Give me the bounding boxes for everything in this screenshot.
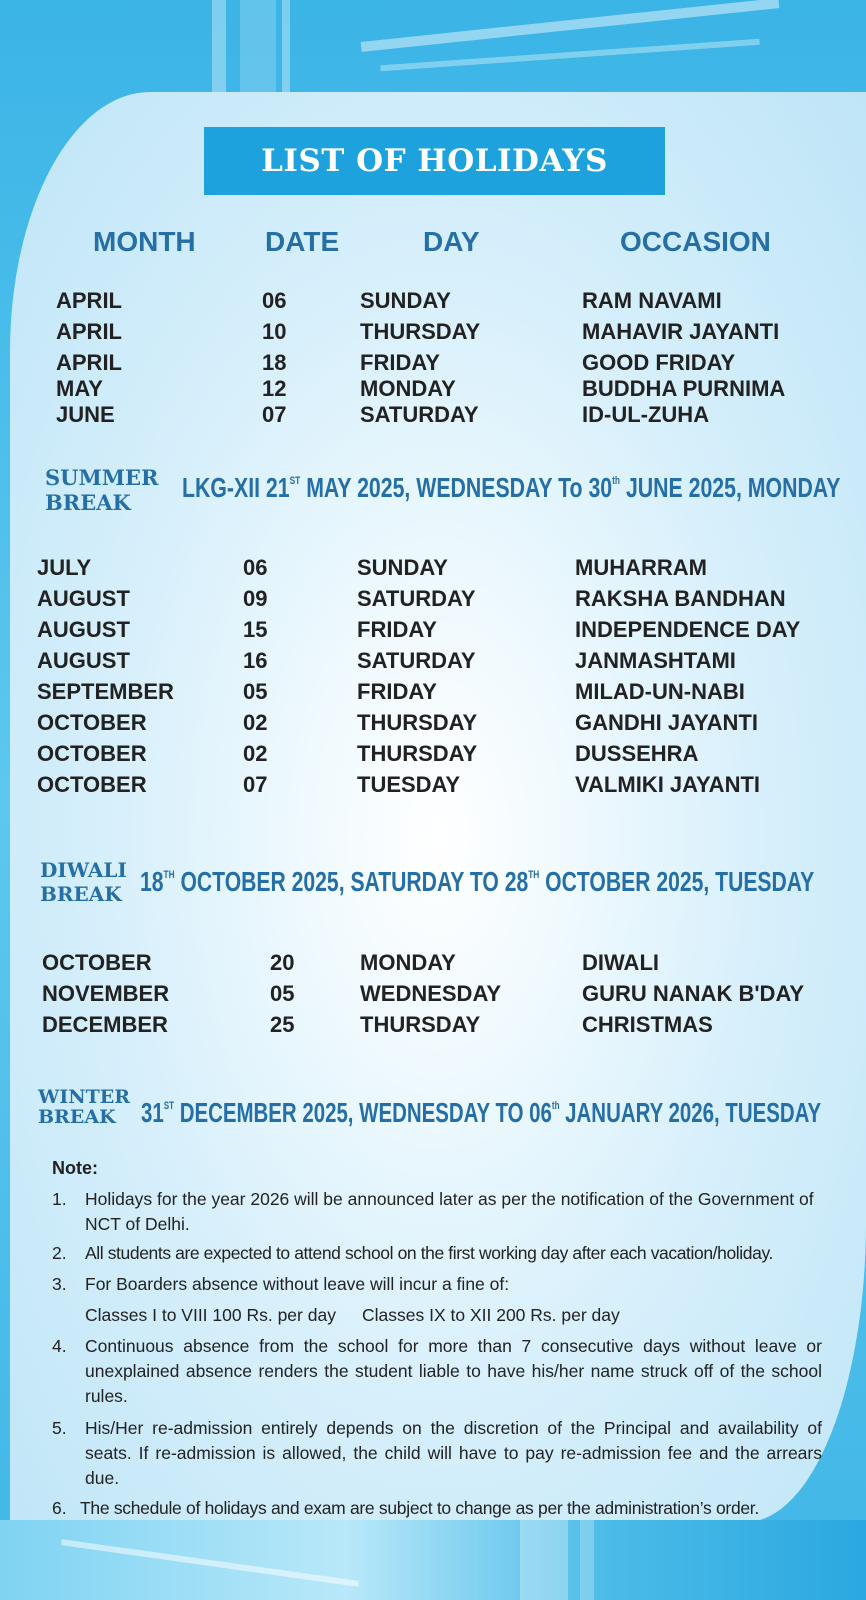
holiday-date: 25 [270,1012,295,1037]
holiday-row [0,586,866,614]
summer-break-label [45,465,158,515]
holiday-date: 07 [243,772,268,797]
note-fine-senior: Classes IX to XII 200 Rs. per day [362,1305,620,1325]
break-text-part: MAY 2025, WEDNESDAY To 30 [300,472,613,503]
holiday-day: SATURDAY [357,648,476,673]
holiday-date: 02 [243,710,268,735]
holiday-row [0,402,866,430]
break-label-line: BREAK [45,490,131,516]
note-text: His/Her re-admission entirely depends on the discretion of the Principal and availability of seats. If re-admission is allowed, the child will have to pay re-admission fee and the arrears due. [85,1418,822,1488]
holiday-date: 18 [262,350,287,375]
holiday-row [0,288,866,316]
break-text-sup: TH [163,869,175,881]
summer-break-dates [182,472,840,504]
break-text-part: LKG-XII 21 [182,472,290,503]
note-number: 4. [52,1336,67,1356]
header-month: MONTH [93,226,196,257]
holiday-date: 05 [270,981,295,1006]
holiday-month: OCTOBER [37,741,147,766]
page-title: LIST OF HOLIDAYS [261,143,608,179]
holiday-occasion: CHRISTMAS [582,1012,713,1037]
holiday-date: 09 [243,586,268,611]
holiday-occasion: ID-UL-ZUHA [582,402,710,427]
holiday-day: THURSDAY [357,710,478,735]
note-text: Continuous absence from the school for more than 7 consecutive days without leave or unexplained absence renders the student liable to have his/her name struck off of the school rules. [85,1336,822,1406]
break-text-part: 31 [141,1097,164,1128]
holiday-row [0,741,866,769]
holiday-occasion: GURU NANAK B'DAY [582,981,804,1006]
holiday-day: SATURDAY [357,586,476,611]
holiday-row [0,319,866,347]
holiday-day: MONDAY [360,950,456,975]
holiday-occasion: VALMIKI JAYANTI [575,772,761,797]
break-text-part: JUNE 2025, MONDAY [620,472,841,503]
decor-stripe [240,0,276,95]
holiday-occasion: MILAD-UN-NABI [575,679,745,704]
note-number: 1. [52,1189,67,1209]
holiday-date: 10 [262,319,287,344]
holiday-month: NOVEMBER [42,981,170,1006]
break-text-part: DECEMBER 2025, WEDNESDAY TO 06 [174,1097,552,1128]
note-number: 3. [52,1274,67,1294]
holiday-month: AUGUST [37,586,130,611]
break-label-line: WINTER [38,1086,131,1108]
decor-stripe [520,1520,568,1600]
break-label-line: BREAK [40,882,122,906]
break-label-line: BREAK [38,1105,116,1128]
holiday-occasion: DIWALI [582,950,659,975]
holiday-date: 06 [243,555,268,580]
holiday-day: TUESDAY [357,772,461,797]
holiday-day: THURSDAY [360,319,481,344]
note-fine-junior: Classes I to VIII 100 Rs. per day [85,1305,336,1325]
holiday-date: 06 [262,288,287,313]
decor-stripe [282,0,290,95]
holiday-month: APRIL [56,288,122,313]
holiday-month: SEPTEMBER [37,679,174,704]
winter-break-label [38,1088,130,1128]
break-text-sup: TH [528,869,540,881]
break-text-part: OCTOBER 2025, SATURDAY TO 28 [174,866,529,897]
break-text-part: 18 [140,866,164,897]
holiday-row [0,648,866,676]
bottom-band [0,1520,866,1600]
holiday-date: 16 [243,648,268,673]
holiday-month: JUNE [56,402,115,427]
holiday-occasion: GANDHI JAYANTI [575,710,758,735]
note-text: For Boarders absence without leave will incur a fine of: [85,1274,510,1294]
holiday-occasion: BUDDHA PURNIMA [582,376,786,401]
holiday-day: SUNDAY [360,288,451,313]
note-text: The schedule of holidays and exam are subject to change as per the administration’s order. [80,1498,759,1518]
header-occasion: OCCASION [620,226,771,257]
holiday-row [0,376,866,404]
holiday-occasion: MUHARRAM [575,555,707,580]
holiday-date: 20 [270,950,295,975]
holiday-day: THURSDAY [360,1012,481,1037]
break-text-part: JANUARY 2026, TUESDAY [559,1097,822,1128]
note-number: 5. [52,1418,67,1438]
holiday-month: OCTOBER [42,950,152,975]
winter-break-dates [141,1097,821,1129]
holiday-month: MAY [56,376,103,401]
note-text: Holidays for the year 2026 will be announced later as per the notification of the Government of NCT of Delhi. [85,1189,814,1234]
holiday-occasion: RAKSHA BANDHAN [575,586,786,611]
break-text-sup: ST [289,475,301,487]
note-number: 2. [52,1243,67,1263]
header-day: DAY [423,226,480,257]
holiday-day: FRIDAY [357,617,437,642]
holiday-row [0,617,866,645]
holiday-month: APRIL [56,350,122,375]
holiday-date: 05 [243,679,268,704]
holiday-occasion: INDEPENDENCE DAY [575,617,801,642]
holiday-date: 02 [243,741,268,766]
break-label-line: SUMMER [45,465,159,490]
holiday-occasion: GOOD FRIDAY [582,350,736,375]
holiday-month: OCTOBER [37,772,147,797]
holiday-row [0,772,866,800]
holiday-day: THURSDAY [357,741,478,766]
holiday-date: 12 [262,376,287,401]
decor-stripe [61,1539,359,1587]
holiday-date: 15 [243,617,268,642]
holiday-row [0,679,866,707]
note-number: 6. [52,1498,67,1518]
note-text: All students are expected to attend school on the first working day after each vacation/holiday. [85,1243,773,1263]
holiday-day: WEDNESDAY [360,981,501,1006]
holiday-month: AUGUST [37,648,130,673]
notes-title: Note: [52,1158,98,1178]
holiday-row [0,555,866,583]
holiday-month: APRIL [56,319,122,344]
header-date: DATE [265,226,340,257]
break-label-line: DIWALI [40,858,127,882]
holiday-row [0,950,866,978]
holiday-day: MONDAY [360,376,456,401]
holiday-occasion: MAHAVIR JAYANTI [582,319,780,344]
diwali-break-label [40,858,127,906]
holiday-day: SATURDAY [360,402,479,427]
holiday-month: DECEMBER [42,1012,168,1037]
holiday-occasion: JANMASHTAMI [575,648,736,673]
holiday-month: OCTOBER [37,710,147,735]
decor-stripe [212,0,226,95]
holiday-day: FRIDAY [360,350,440,375]
diwali-break-dates [140,866,814,898]
holiday-month: AUGUST [37,617,130,642]
decor-stripe [580,1520,594,1600]
break-text-sup: th [551,1100,560,1112]
holiday-row [0,710,866,738]
holiday-day: FRIDAY [357,679,437,704]
break-text-sup: ST [163,1100,175,1112]
holiday-occasion: DUSSEHRA [575,741,699,766]
holiday-day: SUNDAY [357,555,448,580]
break-text-sup: th [612,475,621,487]
break-text-part: OCTOBER 2025, TUESDAY [539,866,815,897]
title-banner [204,127,665,195]
holiday-month: JULY [37,555,92,580]
holiday-occasion: RAM NAVAMI [582,288,722,313]
holiday-row [0,1012,866,1040]
holiday-date: 07 [262,402,287,427]
holiday-row [0,350,866,378]
holiday-row [0,981,866,1009]
